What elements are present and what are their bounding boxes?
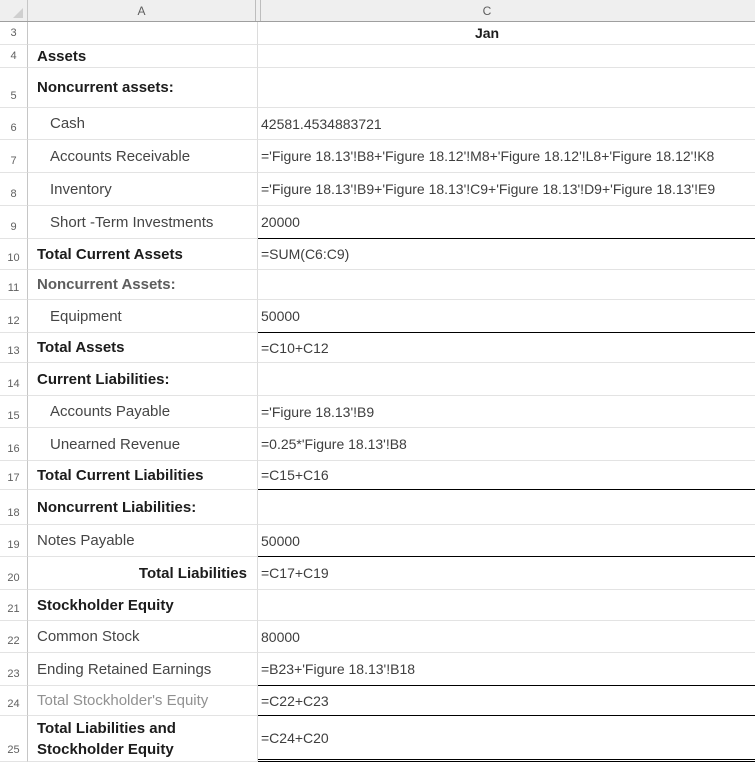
cell-C22[interactable]: 80000: [258, 621, 755, 653]
cell-C21[interactable]: [258, 590, 755, 621]
cell-A25[interactable]: Total Liabilities and Stockholder Equity: [28, 716, 258, 762]
row-header-6[interactable]: 6: [0, 108, 28, 140]
sheet-row-6: [0, 108, 755, 140]
row-header-4[interactable]: 4: [0, 45, 28, 68]
cell-A22[interactable]: Common Stock: [28, 621, 258, 653]
sheet-row-8: [0, 173, 755, 206]
cell-C15[interactable]: ='Figure 18.13'!B9: [258, 396, 755, 428]
sheet-body: [0, 22, 755, 762]
column-header-a[interactable]: A: [137, 3, 146, 18]
cell-C23[interactable]: =B23+'Figure 18.13'!B18: [258, 653, 755, 686]
cell-A16[interactable]: Unearned Revenue: [28, 428, 258, 461]
cell-A11[interactable]: Noncurrent Assets:: [28, 270, 258, 300]
cell-A24[interactable]: Total Stockholder's Equity: [28, 686, 258, 716]
sheet-row-19: [0, 525, 755, 557]
cell-C4[interactable]: [258, 45, 755, 68]
cell-A9[interactable]: Short -Term Investments: [28, 206, 258, 239]
row-header-21[interactable]: 21: [0, 590, 28, 621]
select-all-corner[interactable]: [0, 0, 28, 21]
cell-C13[interactable]: =C10+C12: [258, 333, 755, 363]
row-header-5[interactable]: 5: [0, 68, 28, 108]
row-header-9[interactable]: 9: [0, 206, 28, 239]
cell-A14[interactable]: Current Liabilities:: [28, 363, 258, 396]
cell-A4[interactable]: Assets: [28, 45, 258, 68]
cell-C16[interactable]: =0.25*'Figure 18.13'!B8: [258, 428, 755, 461]
column-header-row: [0, 0, 755, 22]
sheet-row-21: [0, 590, 755, 621]
sheet-row-23: [0, 653, 755, 686]
cell-A21[interactable]: Stockholder Equity: [28, 590, 258, 621]
row-header-24[interactable]: 24: [0, 686, 28, 716]
row-header-23[interactable]: 23: [0, 653, 28, 686]
cell-C18[interactable]: [258, 490, 755, 525]
row-header-16[interactable]: 16: [0, 428, 28, 461]
sheet-row-20: [0, 557, 755, 590]
cell-C14[interactable]: [258, 363, 755, 396]
cell-C24[interactable]: =C22+C23: [258, 686, 755, 716]
sheet-row-14: [0, 363, 755, 396]
cell-A8[interactable]: Inventory: [28, 173, 258, 206]
sheet-row-4: [0, 45, 755, 68]
sheet-row-10: [0, 239, 755, 270]
row-header-25[interactable]: 25: [0, 716, 28, 762]
cell-C19[interactable]: 50000: [258, 525, 755, 557]
cell-A3[interactable]: [28, 22, 258, 45]
cell-C9[interactable]: 20000: [258, 206, 755, 239]
sheet-row-16: [0, 428, 755, 461]
cell-A17[interactable]: Total Current Liabilities: [28, 461, 258, 490]
row-header-17[interactable]: 17: [0, 461, 28, 490]
cell-A20[interactable]: Total Liabilities: [28, 557, 258, 590]
cell-C8[interactable]: ='Figure 18.13'!B9+'Figure 18.13'!C9+'Figure 18.13'!D9+'Figure 18.13'!E9: [258, 173, 755, 206]
cell-C12[interactable]: 50000: [258, 300, 755, 333]
cell-A10[interactable]: Total Current Assets: [28, 239, 258, 270]
sheet-row-7: [0, 140, 755, 173]
sheet-row-5: [0, 68, 755, 108]
cell-A19[interactable]: Notes Payable: [28, 525, 258, 557]
sheet-row-18: [0, 490, 755, 525]
row-header-19[interactable]: 19: [0, 525, 28, 557]
cell-A15[interactable]: Accounts Payable: [28, 396, 258, 428]
cell-A13[interactable]: Total Assets: [28, 333, 258, 363]
cell-C5[interactable]: [258, 68, 755, 108]
cell-A6[interactable]: Cash: [28, 108, 258, 140]
cell-A12[interactable]: Equipment: [28, 300, 258, 333]
cell-A23[interactable]: Ending Retained Earnings: [28, 653, 258, 686]
cell-C3[interactable]: Jan: [258, 22, 755, 45]
sheet-row-25: [0, 716, 755, 762]
sheet-row-9: [0, 206, 755, 239]
cell-C25[interactable]: =C24+C20: [258, 716, 755, 762]
row-header-3[interactable]: 3: [0, 22, 28, 45]
row-header-22[interactable]: 22: [0, 621, 28, 653]
sheet-row-11: [0, 270, 755, 300]
cell-C17[interactable]: =C15+C16: [258, 461, 755, 490]
sheet-row-24: [0, 686, 755, 716]
row-header-18[interactable]: 18: [0, 490, 28, 525]
sheet-row-15: [0, 396, 755, 428]
row-header-14[interactable]: 14: [0, 363, 28, 396]
cell-A7[interactable]: Accounts Receivable: [28, 140, 258, 173]
row-header-13[interactable]: 13: [0, 333, 28, 363]
cell-C11[interactable]: [258, 270, 755, 300]
cell-C7[interactable]: ='Figure 18.13'!B8+'Figure 18.12'!M8+'Figure 18.12'!L8+'Figure 18.12'!K8: [258, 140, 755, 173]
select-all-icon: [13, 8, 23, 18]
row-header-20[interactable]: 20: [0, 557, 28, 590]
cell-A18[interactable]: Noncurrent Liabilities:: [28, 490, 258, 525]
cell-C20[interactable]: =C17+C19: [258, 557, 755, 590]
sheet-row-3: [0, 22, 755, 45]
cell-C6[interactable]: 42581.4534883721: [258, 108, 755, 140]
cell-A5[interactable]: Noncurrent assets:: [28, 68, 258, 108]
row-header-11[interactable]: 11: [0, 270, 28, 300]
cell-C10[interactable]: =SUM(C6:C9): [258, 239, 755, 270]
row-header-10[interactable]: 10: [0, 239, 28, 270]
row-header-7[interactable]: 7: [0, 140, 28, 173]
sheet-row-13: [0, 333, 755, 363]
row-header-8[interactable]: 8: [0, 173, 28, 206]
column-header-c[interactable]: C: [482, 3, 492, 18]
sheet-row-12: [0, 300, 755, 333]
row-header-12[interactable]: 12: [0, 300, 28, 333]
row-header-15[interactable]: 15: [0, 396, 28, 428]
sheet-row-22: [0, 621, 755, 653]
sheet-row-17: [0, 461, 755, 490]
